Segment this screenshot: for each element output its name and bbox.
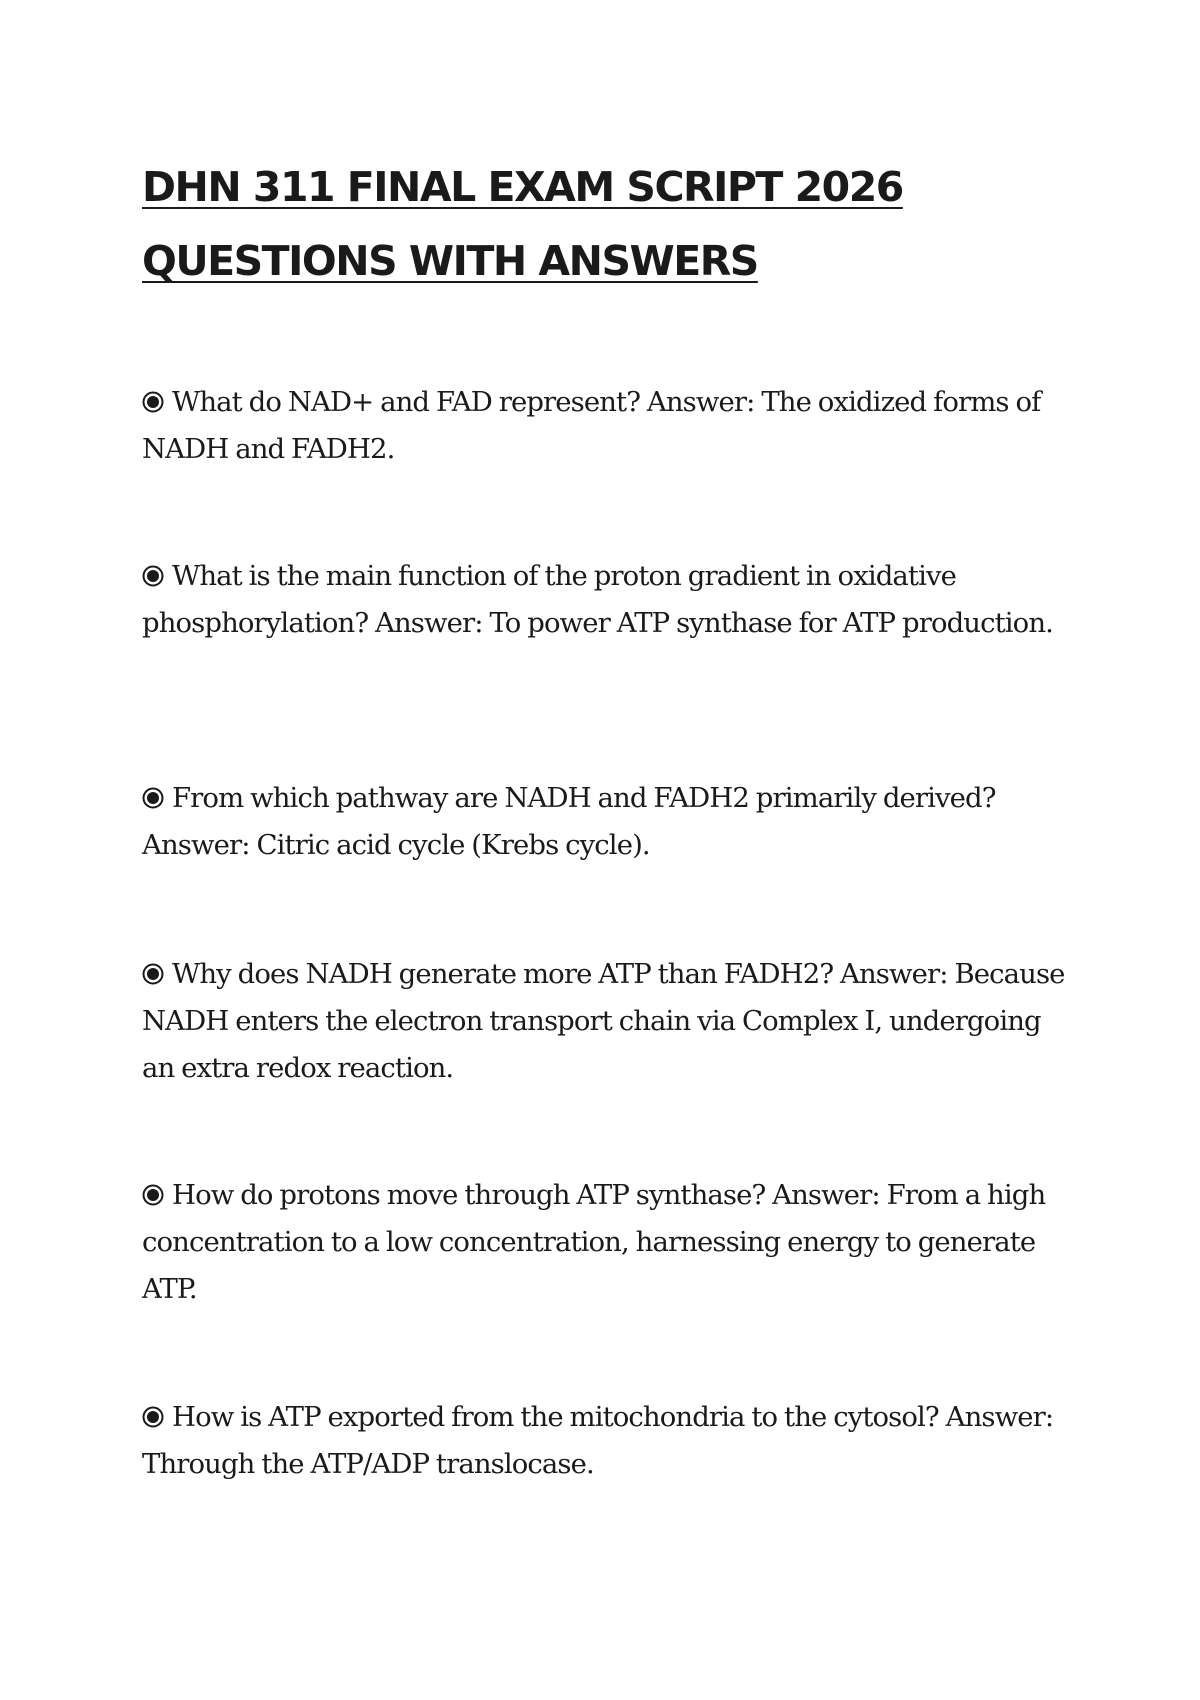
radio-bullet-icon (142, 787, 164, 809)
qa-text: Why does NADH generate more ATP than FADH2? Answer: Because NADH enters the electron transport chain via Complex I, undergoing an extra redox reaction. (142, 958, 1065, 1084)
qa-item (142, 951, 1072, 1092)
radio-bullet-icon (142, 963, 164, 985)
qa-item (142, 775, 1072, 869)
qa-item (142, 1394, 1072, 1488)
radio-bullet-icon (142, 391, 164, 413)
radio-bullet-icon (142, 565, 164, 587)
radio-bullet-icon (142, 1184, 164, 1206)
radio-bullet-icon (142, 1406, 164, 1428)
qa-text: How is ATP exported from the mitochondria to the cytosol? Answer: Through the ATP/ADP translocase. (142, 1401, 1054, 1480)
qa-item (142, 1172, 1072, 1313)
qa-text: What is the main function of the proton gradient in oxidative phosphorylation? Answer: To power ATP synthase for ATP production. (142, 560, 1053, 639)
qa-item (142, 553, 1072, 647)
document-title: DHN 311 FINAL EXAM SCRIPT 2026 QUESTIONS WITH ANSWERS (142, 163, 903, 285)
qa-text: From which pathway are NADH and FADH2 primarily derived? Answer: Citric acid cycle (Krebs cycle). (142, 782, 996, 861)
qa-item (142, 379, 1072, 473)
qa-text: What do NAD+ and FAD represent? Answer: The oxidized forms of NADH and FADH2. (142, 386, 1041, 465)
qa-text: How do protons move through ATP synthase? Answer: From a high concentration to a low concentration, harnessing energy to generate ATP. (142, 1179, 1046, 1305)
